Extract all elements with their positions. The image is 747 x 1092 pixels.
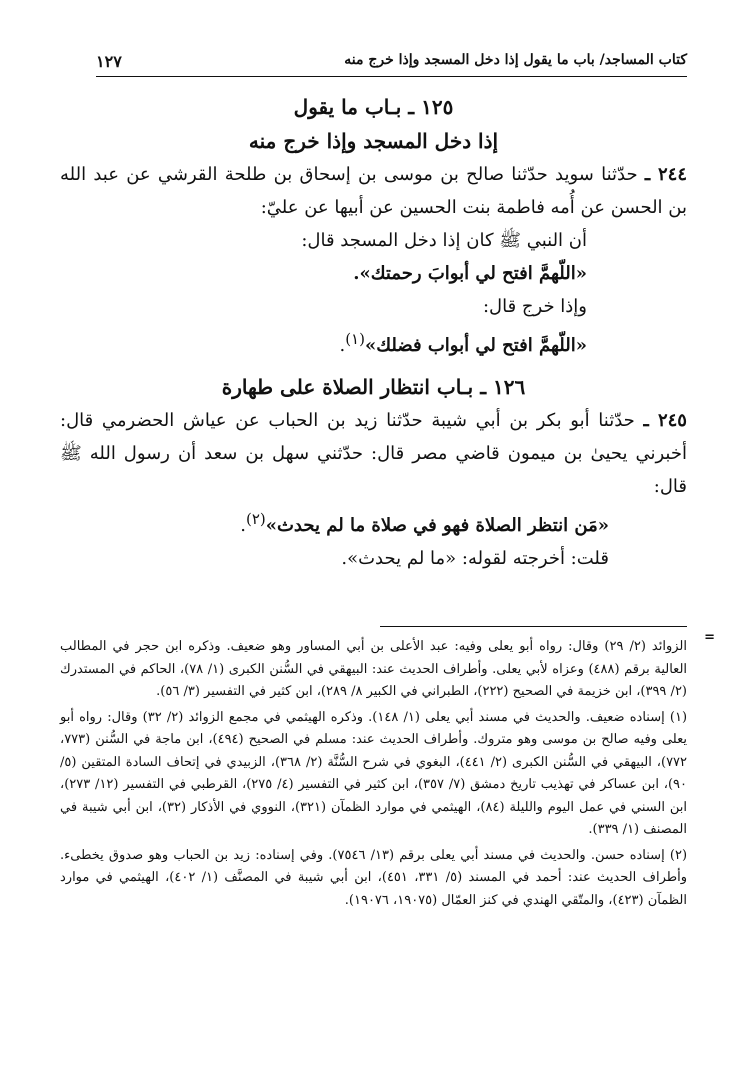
footnotes-rule: [380, 626, 687, 627]
hadith-244-dua1: «اللّهمَّ افتح لي أبوابَ رحمتك».: [353, 263, 587, 284]
main-text: [60, 90, 687, 575]
hadith-244-line2: وإذا خرج قال:: [482, 296, 587, 317]
hadith-244-end-mark: .: [339, 335, 346, 356]
hadith-245-isnad: [60, 404, 687, 503]
hadith-244-isnad: [60, 158, 687, 224]
footnote-continuation-marker: =: [704, 630, 715, 645]
footnote-ref-1: (١): [345, 330, 365, 348]
chapter-125-title-line2: إذا دخل المسجد وإذا خرج منه: [248, 129, 499, 153]
footnotes: [60, 636, 687, 915]
footnote-ref-2: (٢): [245, 510, 266, 528]
chapter-125-title-line1: ١٢٥ ـ بـاب ما يقول: [293, 95, 454, 119]
hadith-244-dua2-line: [60, 323, 687, 362]
hadith-245-end-mark: .: [240, 515, 246, 536]
hadith-244-number: ٢٤٤ ـ: [644, 164, 687, 185]
hadith-244-line1: أن النبي ﷺ كان إذا دخل المسجد قال:: [301, 230, 587, 251]
hadith-244-dua2: «اللّهمَّ افتح لي أبواب فضلك»: [364, 335, 587, 356]
page-number: ١٢٧: [96, 52, 122, 71]
hadith-245-matn: «مَن انتظر الصلاة فهو في صلاة ما لم يحدث»: [265, 515, 609, 536]
running-header-title: كتاب المساجد/ باب ما يقول إذا دخل المسجد وإذا خرج منه: [344, 52, 687, 68]
hadith-244-isnad-text: حدّثنا سويد حدّثنا صالح بن موسى بن إسحاق بن طلحة القرشي عن عبد الله بن الحسن عن أُمه فاطمة بنت الحسين عن أبيها عن عليّ:: [60, 164, 687, 218]
footnote-1: (١) إسناده ضعيف. والحديث في مسند أبي يعلى (١/ ١٤٨). وذكره الهيثمي في مجمع الزوائد (٢/ ٣٢) وقال: رواه أبو يعلى وفيه صالح بن موسى وهو متروك. وأطراف الحديث عند: مسلم في الصحيح (٤٩٤)، ابن ماجة في السُّنن (٧٧٣، ٧٧٢)، البيهقي في السُّنن الكبرى (٢/ ٤٤١)، البغوي في شرح السُّنَّة (٢/ ٣٦٨)، الزبيدي في إتحاف السادة المتقين (٥/ ٩٠)، ابن عساكر في تهذيب تاريخ دمشق (٧/ ٣٥٧)، ابن كثير في التفسير (٤/ ٢٧٥)، القرطبي في التفسير (١٢/ ٢٧٣)، ابن السني في عمل اليوم والليلة (٨٤)، الهيثمي في موارد الظمآن (٣٢١)، النووي في الأذكار (٣٢)، ابن أبي شيبة في المصنف (١/ ٣٣٩).: [60, 709, 688, 837]
hadith-245-number: ٢٤٥ ـ: [643, 410, 687, 431]
footnote-2: (٢) إسناده حسن. والحديث في مسند أبي يعلى برقم (١٣/ ٧٥٤٦). وفي إسناده: زيد بن الحباب وهو صدوق يخطىء. وأطراف الحديث عند: أحمد في المسند (٥/ ٣٣١، ٤٥١)، ابن أبي شيبة في المصنَّف (١/ ٤٠٢)، الهيثمي في موارد الظمآن (٤٢٣)، والمتّقي الهندي في كنز العمّال (١٩٠٧٥، ١٩٠٧٦).: [60, 847, 688, 908]
hadith-245-comment: قلت: أخرجته لقوله: «ما لم يحدث».: [341, 548, 609, 569]
hadith-245-isnad-text: حدّثنا أبو بكر بن أبي شيبة حدّثنا زيد بن الحباب عن عياش الحضرمي قال: أخبرني يحيىٰ بن ميمون قاضي مصر قال: حدّثني سهل بن سعد أن رسول الله ﷺ قال:: [60, 410, 687, 497]
hadith-245-matn-line: [60, 503, 687, 542]
footnote-carryover: الزوائد (٢/ ٢٩) وقال: رواه أبو يعلى وفيه: عبد الأعلى بن أبي المساور وهو ضعيف. وذكره ابن حجر في المطالب العالية برقم (٤٨٨) وعزاه لأبي يعلى. وأطراف الحديث عند: البيهقي في السُّنن الكبرى (١/ ٧٨)، الحاكم في المستدرك (٢/ ٣٩٩)، ابن خزيمة في الصحيح (٢٢٢)، الطبراني في الكبير ٨/ ٢٨٩)، ابن كثير في التفسير (٣/ ٥٦).: [60, 639, 688, 699]
running-header: [96, 52, 687, 74]
chapter-126-title: ١٢٦ ـ بـاب انتظار الصلاة على طهارة: [221, 375, 526, 399]
header-rule: [96, 76, 687, 77]
